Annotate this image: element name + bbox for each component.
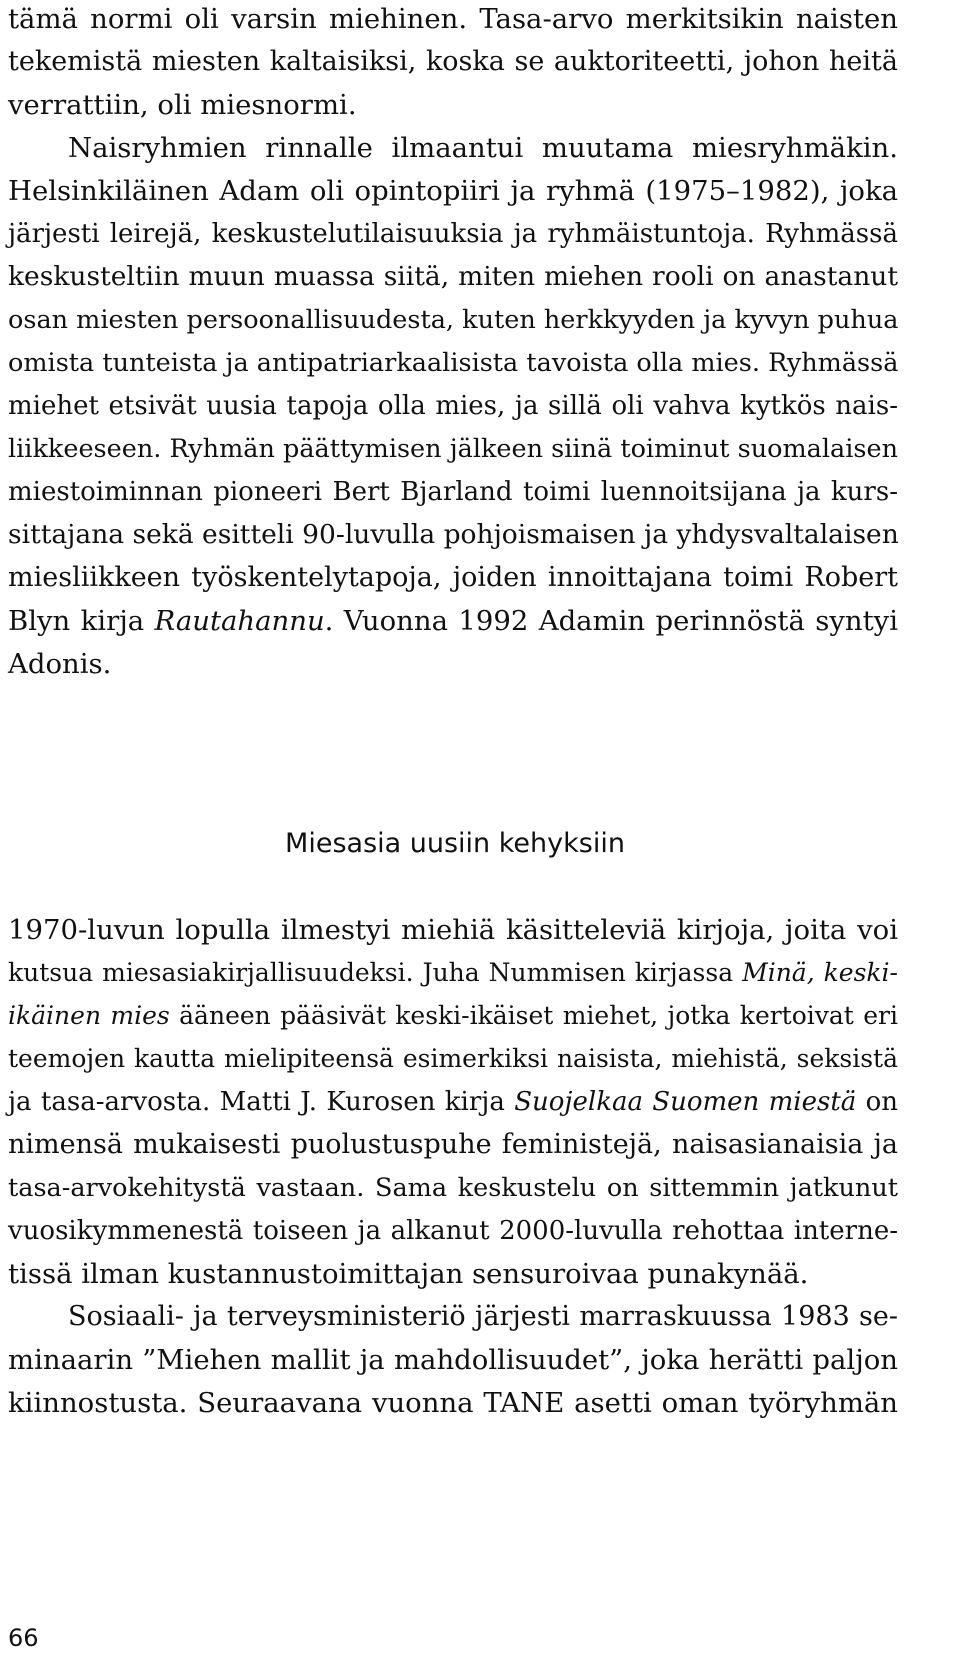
text-span: Blyn kirja <box>8 605 155 637</box>
body-text-line: keskusteltiin muun muassa siitä, miten miehen rooli on anastanut <box>8 261 898 292</box>
body-text-line: Naisryhmien rinnalle ilmaantui muutama miesryhmäkin. <box>68 132 898 164</box>
body-text-line: Sosiaali- ja terveysministeriö järjesti marraskuussa 1983 se- <box>68 1301 898 1332</box>
book-title: Suojelkaa Suomen miestä <box>514 1087 857 1117</box>
body-text-line: järjesti leirejä, keskustelutilaisuuksia ja ryhmäistuntoja. Ryhmässä <box>8 219 898 249</box>
body-text-line: tasa-arvokehitystä vastaan. Sama keskustelu on sittemmin jatkunut <box>8 1173 898 1203</box>
text-span: . Vuonna 1992 Adamin perinnöstä syntyi <box>324 605 898 637</box>
text-span: ja tasa-arvosta. Matti J. Kurosen kirja <box>8 1087 515 1117</box>
book-title: Minä, keski- <box>742 958 898 987</box>
body-text-line <box>8 604 898 638</box>
text-span: on <box>856 1087 898 1117</box>
body-text-line: miesliikkeen työskentelytapoja, joiden innoittajana toimi Robert <box>8 562 898 593</box>
body-text-line: tämä normi oli varsin miehinen. Tasa-arvo merkitsikin naisten <box>8 3 898 35</box>
page-number: 66 <box>8 1624 39 1652</box>
body-text-line: Adonis. <box>8 648 112 680</box>
body-text-line: 1970-luvun lopulla ilmestyi miehiä käsitteleviä kirjoja, joita voi <box>8 914 898 946</box>
body-text-line: nimensä mukaisesti puolustuspuhe feministejä, naisasianaisia ja <box>8 1129 898 1160</box>
body-text-line: verrattiin, oli miesnormi. <box>8 89 357 121</box>
body-text-line: miestoiminnan pioneeri Bert Bjarland toimi luennoitsijana ja kurs- <box>8 477 898 507</box>
body-text-line <box>8 1085 898 1119</box>
body-text-line: kiinnostusta. Seuraavana vuonna TANE asetti oman työryhmän <box>8 1387 898 1419</box>
body-text-line: tissä ilman kustannustoimittajan sensuroivaa punakynää. <box>8 1258 809 1290</box>
body-text-line: liikkeeseen. Ryhmän päättymisen jälkeen siinä toiminut suomalaisen <box>8 434 898 464</box>
book-title: ikäinen mies <box>8 1001 170 1030</box>
body-text-line <box>8 956 898 990</box>
body-text-line: vuosikymmenestä toiseen ja alkanut 2000-luvulla rehottaa interne- <box>8 1216 898 1246</box>
body-text-line: omista tunteista ja antipatriarkaalisista tavoista olla mies. Ryhmässä <box>8 348 899 378</box>
body-text-line: osan miesten persoonallisuudesta, kuten herkkyyden ja kyvyn puhua <box>8 305 899 335</box>
body-text-line: tekemistä miesten kaltaisiksi, koska se auktoriteetti, johon heitä <box>8 46 898 77</box>
body-text-line <box>8 999 898 1033</box>
book-title: Rautahannu <box>154 605 325 637</box>
body-text-line: miehet etsivät uusia tapoja olla mies, ja sillä oli vahva kytkös nais- <box>8 391 898 421</box>
body-text-line: Helsinkiläinen Adam oli opintopiiri ja ryhmä (1975–1982), joka <box>8 175 898 207</box>
body-text-line: sittajana sekä esitteli 90-luvulla pohjoismaisen ja yhdysvaltalaisen <box>8 519 899 550</box>
text-span: ääneen pääsivät keski-ikäiset miehet, jotka kertoivat eri <box>169 1001 898 1030</box>
text-span: kutsua miesasiakirjallisuudeksi. Juha Nummisen kirjassa <box>8 958 743 987</box>
section-heading: Miesasia uusiin kehyksiin <box>285 828 625 859</box>
body-text-line: minaarin ”Miehen mallit ja mahdollisuudet”, joka herätti paljon <box>8 1344 898 1376</box>
body-text-line: teemojen kautta mielipiteensä esimerkiksi naisista, miehistä, seksistä <box>8 1044 898 1073</box>
